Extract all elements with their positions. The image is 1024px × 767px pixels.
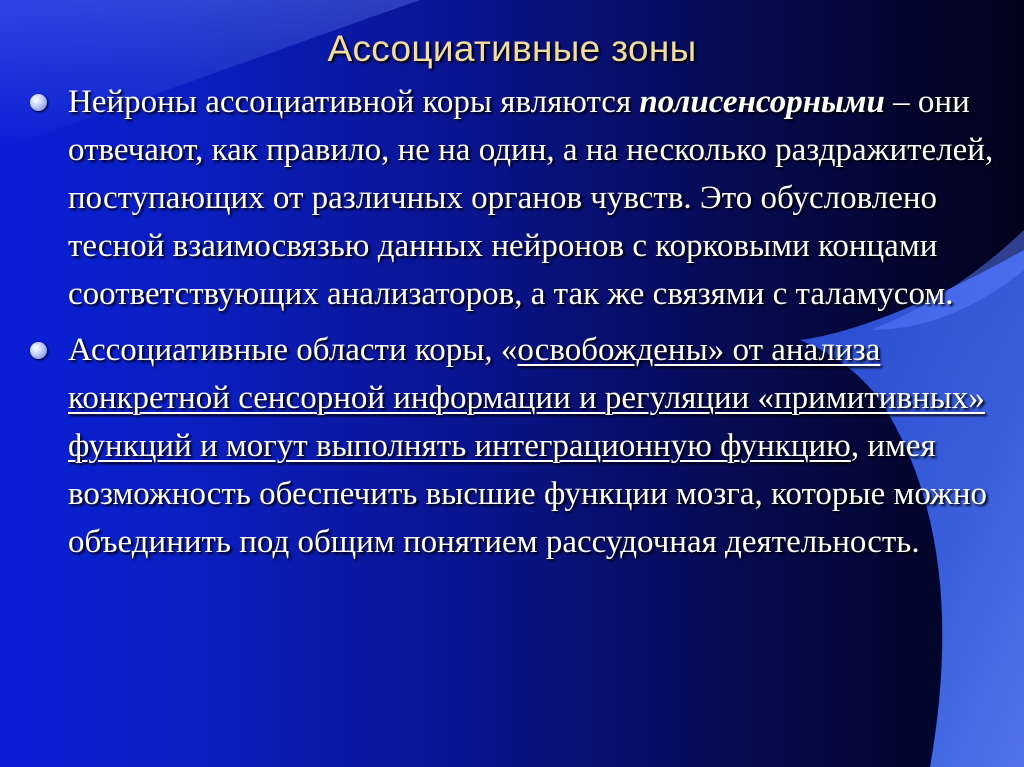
slide-body (30, 78, 1020, 574)
bullet-1-emphasis: полисенсорными (639, 84, 885, 120)
bullet-2-text-before: Ассоциативные области коры, « (68, 332, 518, 368)
bullet-item-2 (30, 326, 1020, 566)
bullet-1-text-before: Нейроны ассоциативной коры являются (68, 84, 640, 120)
bullet-icon (30, 94, 47, 111)
bullet-item-1 (30, 78, 1020, 318)
bullet-1-text-after: – они отвечают, как правило, не на один, а на несколько раздражителей, поступающих от различных органов чувств. Это обусловлено тесной взаимосвязью данных нейронов с корковыми концами соответствующих анализаторов, а так же связями с таламусом. (68, 84, 994, 312)
bullet-icon (30, 342, 47, 359)
bullet-2-underlined: освобождены» от анализа конкретной сенсорной информации и регуляции «примитивных» функций и могут выполнять интеграционную функцию (68, 332, 985, 464)
slide-title: Ассоциативные зоны (327, 28, 697, 69)
bullet-2-text-after: , имея возможность обеспечить высшие функции мозга, которые можно объединить под общим понятием рассудочная деятельность. (68, 428, 988, 560)
